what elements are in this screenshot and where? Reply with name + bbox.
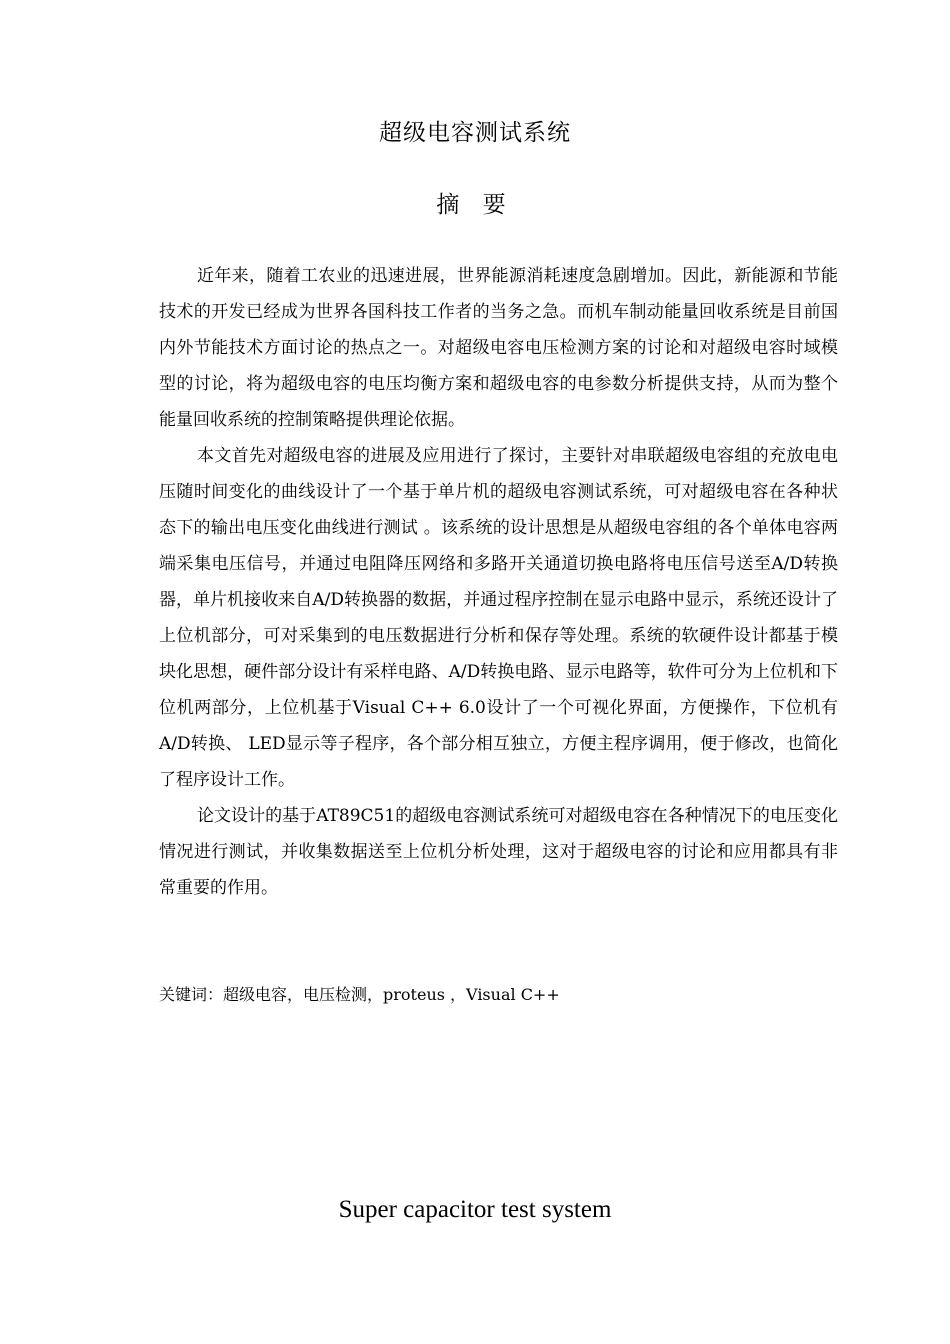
abstract-paragraph-2: 本文首先对超级电容的进展及应用进行了探讨，主要针对串联超级电容组的充放电电压随时间变化的曲线设计了一个基于单片机的超级电容测试系统，可对超级电容在各种状态下的输出电压变化曲线进行测试 。该系统的设计思想是从超级电容组的各个单体电容两端采集电压信号，并通过电阻降压网络和多路开关通道切换电路将电压信号送至A/D转换器，单片机接收来自A/D转换器的数据，并通过程序控制在显示电路中显示，系统还设计了上位机部分，可对采集到的电压数据进行分析和保存等处理。系统的软硬件设计都基于模块化思想，硬件部分设计有采样电路、A/D转换电路、显示电路等，软件可分为上位机和下位机两部分，上位机基于Visual C++ 6.0设计了一个可视化界面，方便操作，下位机有A/D转换、 LED显示等子程序，各个部分相互独立，方便主程序调用，便于修改，也简化了程序设计工作。 xyxy=(159,446,838,790)
abstract-heading: 摘 要 xyxy=(436,192,514,218)
keywords-line xyxy=(159,980,838,1010)
document-title: 超级电容测试系统 xyxy=(379,120,571,146)
abstract-paragraph-3: 论文设计的基于AT89C51的超级电容测试系统可对超级电容在各种情况下的电压变化情况进行测试，并收集数据送至上位机分析处理，这对于超级电容的讨论和应用都具有非常重要的作用。 xyxy=(159,806,838,898)
abstract-paragraph-1: 近年来，随着工农业的迅速进展，世界能源消耗速度急剧增加。因此，新能源和节能技术的开发已经成为世界各国科技工作者的当务之急。而机车制动能量回收系统是目前国内外节能技术方面讨论的热点之一。对超级电容电压检测方案的讨论和对超级电容时域模型的讨论，将为超级电容的电压均衡方案和超级电容的电参数分析提供支持，从而为整个能量回收系统的控制策略提供理论依据。 xyxy=(159,266,838,430)
keywords-label: 关键词： xyxy=(159,985,224,1004)
english-title: Super capacitor test system xyxy=(338,1196,612,1223)
keywords-value: 超级电容，电压检测，proteus ，Visual C++ xyxy=(223,985,560,1004)
abstract-body xyxy=(159,258,838,906)
